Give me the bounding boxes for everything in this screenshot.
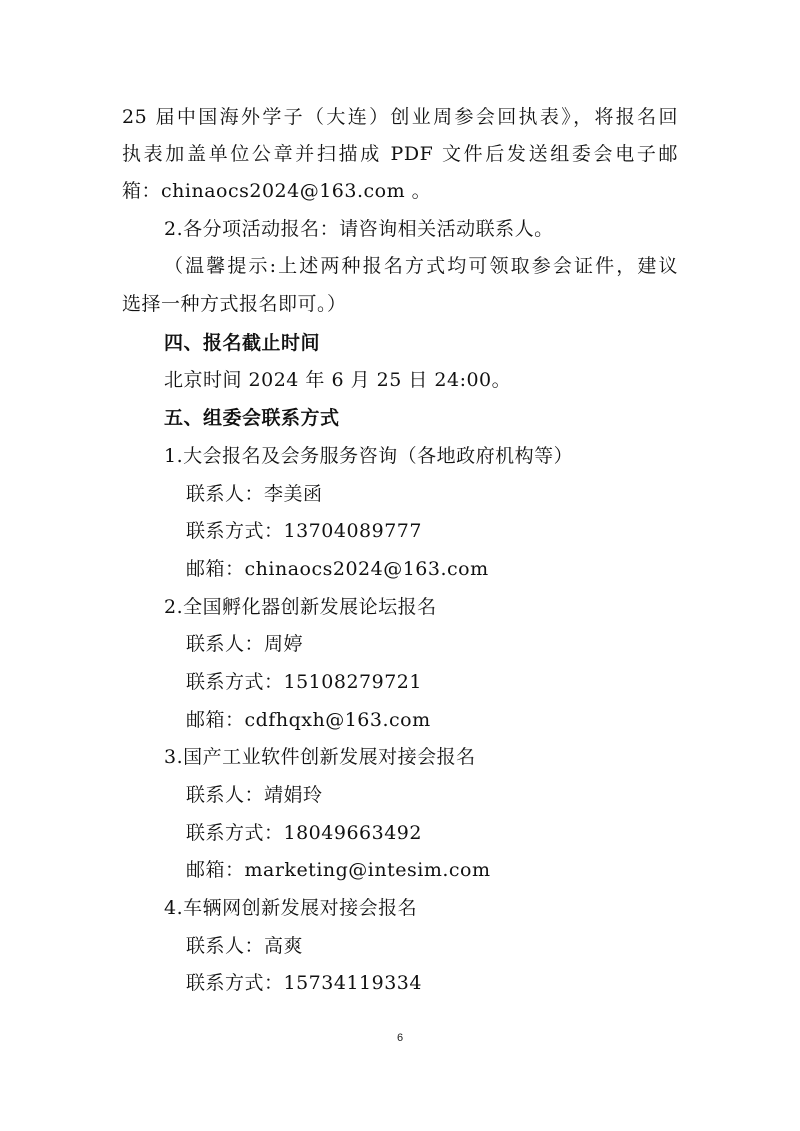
registration-item: 2.各分项活动报名：请咨询相关活动联系人。 [164, 218, 554, 240]
tip-line: 选择一种方式报名即可。） [122, 293, 347, 315]
contact-person: 联系人：周婷 [186, 633, 304, 655]
contact-item-title: 4.车辆网创新发展对接会报名 [164, 897, 418, 919]
contact-phone: 联系方式：13704089777 [186, 520, 422, 542]
paragraph-line: 执表加盖单位公章并扫描成 PDF 文件后发送组委会电子邮 [122, 143, 678, 165]
contact-phone: 联系方式：18049663492 [186, 822, 422, 844]
contact-person: 联系人：高爽 [186, 935, 304, 957]
page-number: 6 [396, 1032, 404, 1044]
tip-line: （温馨提示:上述两种报名方式均可领取参会证件，建议 [164, 255, 678, 277]
contact-item-title: 1.大会报名及会务服务咨询（各地政府机构等） [164, 445, 574, 467]
contact-phone: 联系方式：15108279721 [186, 671, 422, 693]
paragraph-line: 25 届中国海外学子（大连）创业周参会回执表》，将报名回 [122, 106, 678, 128]
paragraph-line: 箱：chinaocs2024@163.com 。 [122, 180, 432, 202]
deadline-text: 北京时间 2024 年 6 月 25 日 24:00。 [164, 369, 512, 391]
contact-person: 联系人：李美函 [186, 483, 323, 505]
contact-item-title: 2.全国孵化器创新发展论坛报名 [164, 596, 437, 618]
contact-person: 联系人：靖娟玲 [186, 784, 323, 806]
section-heading-deadline: 四、报名截止时间 [164, 332, 321, 354]
contact-email: 邮箱：marketing@intesim.com [186, 859, 491, 881]
contact-email: 邮箱：cdfhqxh@163.com [186, 709, 431, 731]
contact-item-title: 3.国产工业软件创新发展对接会报名 [164, 746, 476, 768]
section-heading-contact: 五、组委会联系方式 [164, 407, 340, 429]
contact-phone: 联系方式：15734119334 [186, 972, 422, 994]
contact-email: 邮箱：chinaocs2024@163.com [186, 558, 489, 580]
